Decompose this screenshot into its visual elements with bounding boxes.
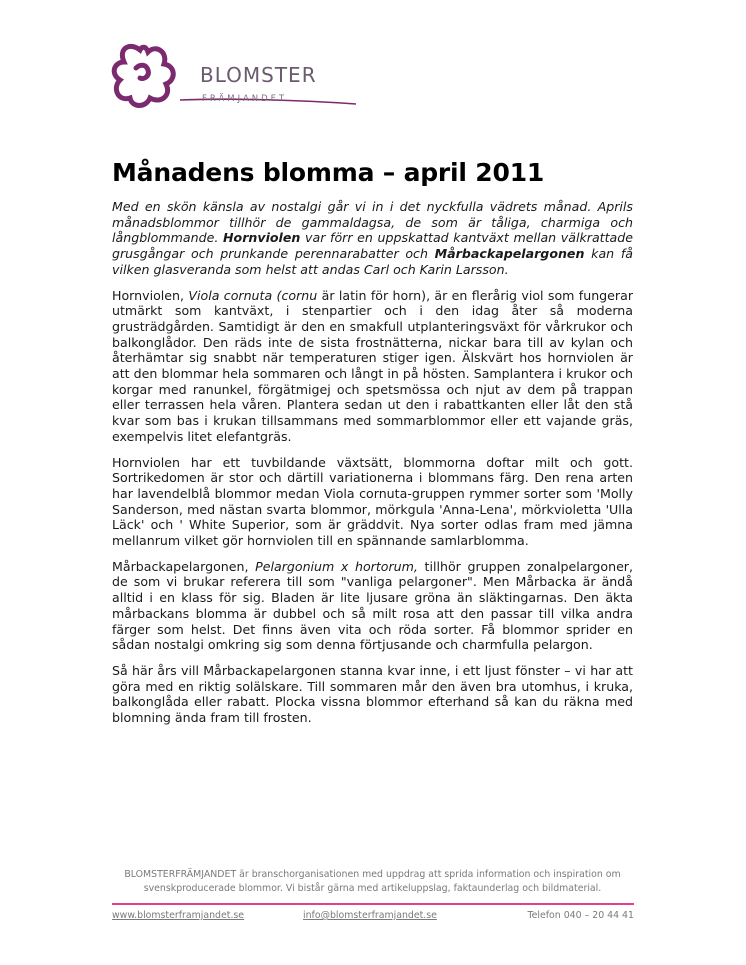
footer-about: BLOMSTERFRÄMJANDET är branschorganisationen med uppdrag att sprida information och inspiration om svenskproducerade blommor. Vi bistår gärna med artikeluppslag, faktaunderlag och bildmaterial.: [124, 869, 621, 894]
email-link[interactable]: info@blomsterframjandet.se: [303, 910, 437, 921]
paragraph-marbacka-1: [112, 559, 633, 653]
lead-text-2: var förr en uppskattad kantväxt mellan välkrattade grusgångar och prunkande perennarabatter och: [112, 230, 633, 262]
paragraph-marbacka-2: Så här års vill Mårbackapelargonen stanna kvar inne, i ett ljust fönster – vi har att göra med en riktig solälskare. Till sommaren mår den även bra utomhus, i kruka, balkonglåda eller rabatt. Plocka vissna blommor efterhand så kan du räkna med blomning ända fram till frosten.: [112, 662, 633, 726]
footer-divider: [112, 903, 634, 905]
phone-number: Telefon 040 – 20 44 41: [527, 910, 634, 921]
p3-text-1: Mårbackapelargonen,: [112, 558, 256, 574]
p1-italic: Viola cornuta (cornu: [188, 287, 318, 303]
article-body: [112, 199, 633, 736]
lead-text-1: Med en skön känsla av nostalgi går vi in i det nyckfulla vädrets månad. Aprils månadsblommor tillhör de gammaldagsa, de som är tåliga, charmiga och långblommande.: [112, 199, 633, 246]
paragraph-hornviolen-2: Hornviolen har ett tuvbildande växtsätt, blommorna doftar milt och gott. Sortrikedomen är stor och därtill variationerna i blommans färg. Den rena arten har lavendelblå blommor medan Viola cornuta-gruppen rymmer sorter som 'Molly Sanderson, med nästan svarta blommor, mörkgula 'Anna-Lena', mörkvioletta 'Ulla Läck' och ' White Superior, som är gräddvit. Nya sorter odlas fram med jämna mellanrum vilket gör hornviolen till en spännande samlarblomma.: [112, 454, 633, 549]
p3-italic: Pelargonium x hortorum,: [255, 558, 418, 574]
p1-text-2: är latin för horn), är en flerårig viol som fungerar utmärkt som kantväxt, i stenpartier och i den idag åter så moderna grusträdgården. Samtidigt är den en smakfull utplanteringsväxt för vårkrukor och balkonglådor. Den räds inte de sista frostnätterna, nickar bara till av kylan och återhämtar sig snabbt när temperaturen stiger igen. Älskvärt hos hornviolen är att den blommar hela sommaren och långt in på hösten. Samplantera i krukor och korgar med ranunkel, förgätmigej och spetsmössa och njut av dem på trappan eller terrassen hela våren. Plantera sedan ut den i rabattkanten eller låt den stå kvar som bas i krukan tillsammans med sommarblommor eller ett vajande gräs, exempelvis litet elefantgräs.: [112, 287, 634, 444]
logo: [110, 40, 360, 110]
lead-bold-marbackapelargonen: Mårbackapelargonen: [434, 246, 585, 262]
lead-paragraph: [112, 199, 633, 278]
paragraph-hornviolen-1: [112, 288, 633, 445]
page-title: Månadens blomma – april 2011: [112, 158, 545, 187]
lead-text-3: kan få vilken glasveranda som helst att andas Carl och Karin Larsson.: [112, 246, 633, 277]
logo-submark: FRÄMJANDET: [202, 94, 288, 104]
lead-bold-hornviolen: Hornviolen: [223, 230, 301, 246]
website-link[interactable]: www.blomsterframjandet.se: [112, 910, 245, 921]
logo-wordmark: BLOMSTER: [200, 63, 317, 87]
p3-text-2: tillhör gruppen zonalpelargoner, de som vi brukar referera till som "vanliga pelargoner". Men Mårbacka är ändå alltid i en klass för sig. Bladen är lite ljusare gröna än släktingarnas. Den äkta mårbackans blomma är dubbel och så milt rosa att den passar till vilka andra färger som helst. Det finns även vita och röda sorter. Få blommor sprider en sådan nostalgi omkring sig som denna förtjusande och charmfulla pelargon.: [112, 558, 633, 653]
p1-text-1: Hornviolen,: [112, 287, 189, 303]
